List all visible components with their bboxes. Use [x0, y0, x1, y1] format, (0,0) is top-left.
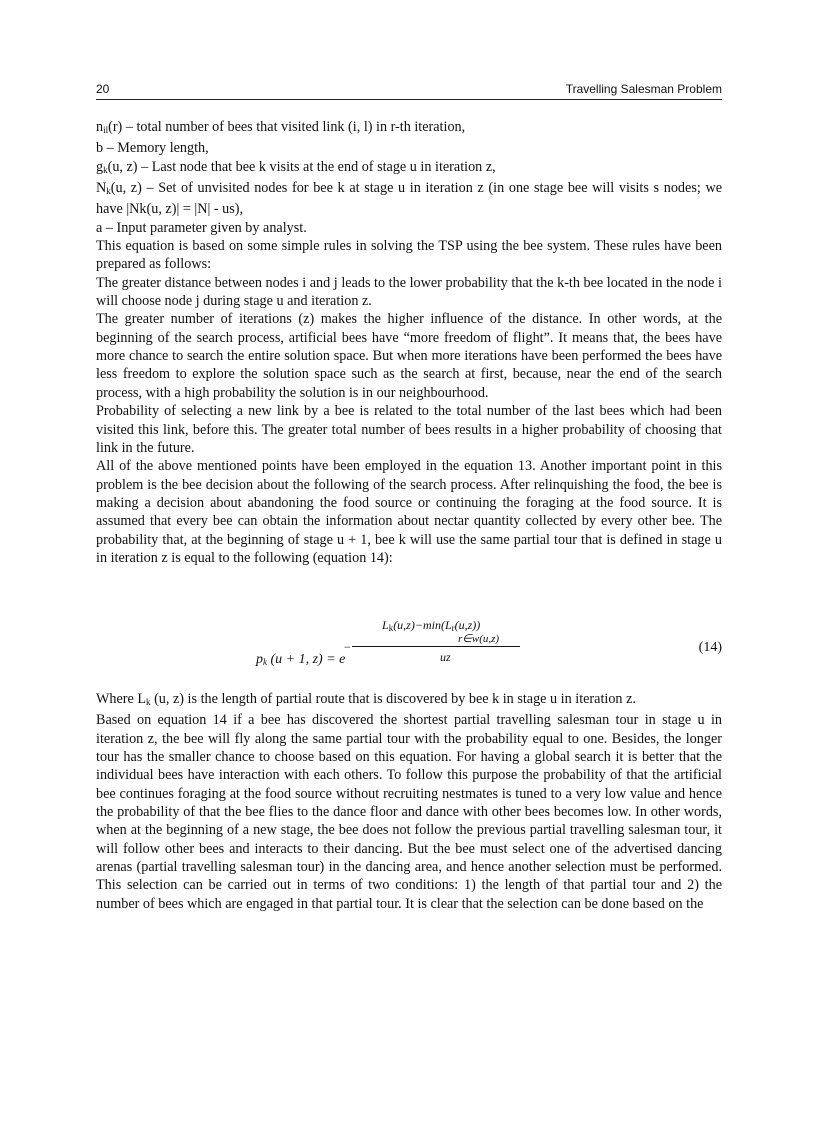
- equation-number: (14): [698, 640, 722, 655]
- paragraph: All of the above mentioned points have been employed in the equation 13. Another important point in this problem is the bee decision about the following of the search process. After relinquishing the food, the bee is making a decision about abandoning the food source or continuing the foraging at the food source. It is assumed that every bee can obtain the information about nectar quantity collected by every other bee. The probability that, at the beginning of stage u + 1, bee k will use the same partial tour that is defined in stage u in iteration z is equal to the following (equation 14):: [96, 458, 722, 566]
- page-number: 20: [96, 82, 110, 96]
- paragraph: Probability of selecting a new link by a bee is related to the total number of the last bees which had been visited this link, before this. The greater total number of bees results in a higher probability of choosing that link in the future.: [96, 403, 722, 456]
- paragraph: This equation is based on some simple rules in solving the TSP using the bee system. These rules have been prepared as follows:: [96, 238, 722, 273]
- equation-min-subscript: r∈w(u,z): [458, 633, 500, 645]
- definition-g-k: $g_k(u$, z) – Last node that bee k visits at the end of stage u in iteration z,: [96, 158, 496, 175]
- definition-b: b – Memory length,: [96, 140, 209, 157]
- header-rule: [96, 99, 722, 100]
- definition-n-il: $n_{il}(r)$ – total number of bees that visited link (i, l) in r-th iteration,: [96, 119, 466, 135]
- equation-numerator: $L_k(u,z)-\min(L_r(u,z))$: [382, 618, 481, 633]
- running-title: Travelling Salesman Problem: [565, 82, 722, 96]
- paragraph: Based on equation 14 if a bee has discovered the shortest partial travelling salesman tour in stage u in iteration z, the bee will fly along the same partial tour with the probability equal to one. Besides, the longer tour has the smaller chance to choose based on this equation. For having a global search it is better that the individual bees have interaction with each others. To follow this purpose the probability of that the artificial bee continues foraging at the food source without recruiting nestmates is tuned to a very low value and hence the probability of that the bee flies to the dance floor and dance with other bees becomes low. In other words, when at the beginning of a new stage, the bee does not follow the previous partial travelling salesman tour, it will follow other bees and interacts to their dancing. But the bee must select one of the advertised dancing arenas (partial travelling salesman tour) in the dancing area, and hence another selection must be performed. This selection can be carried out in terms of two conditions: 1) the length of that partial tour and 2) the number of bees which are engaged in that partial tour. It is clear that the selection can be done based on the: [96, 712, 722, 912]
- paragraph: Where $L_k$ (u, z) is the length of partial route that is discovered by bee k in stage u in iteration z.: [96, 691, 636, 707]
- fraction-bar: [352, 646, 520, 647]
- equation-lhs: $p_k$ (u + 1, z) = e: [256, 652, 346, 667]
- paragraph: The greater number of iterations (z) makes the higher influence of the distance. In other words, at the beginning of the search process, artificial bees have “more freedom of flight”. It means that, the bees have more chance to search the entire solution space. But when more iterations have been performed the bees have less freedom to explore the solution space such as the search at first, because, near the end of the search process, with a high probability the solution is in our neighbourhood.: [96, 311, 722, 401]
- body-text-bottom: [96, 690, 722, 913]
- equation-minus: −: [344, 640, 351, 654]
- definition-a: a – Input parameter given by analyst.: [96, 219, 307, 236]
- page-header: [96, 82, 722, 98]
- definition-N-k: $N_k(u$, z) – Set of unvisited nodes for bee k at stage u in iteration z (in one stage bee will visits s nodes; we have |Nk(u, z)| = |N| - us),: [96, 180, 722, 218]
- equation-denominator: uz: [440, 650, 451, 664]
- body-text-top: [96, 118, 722, 567]
- equation-14: [96, 618, 722, 678]
- paragraph: The greater distance between nodes i and j leads to the lower probability that the k-th bee located in the node i will choose node j during stage u and iteration z.: [96, 274, 722, 310]
